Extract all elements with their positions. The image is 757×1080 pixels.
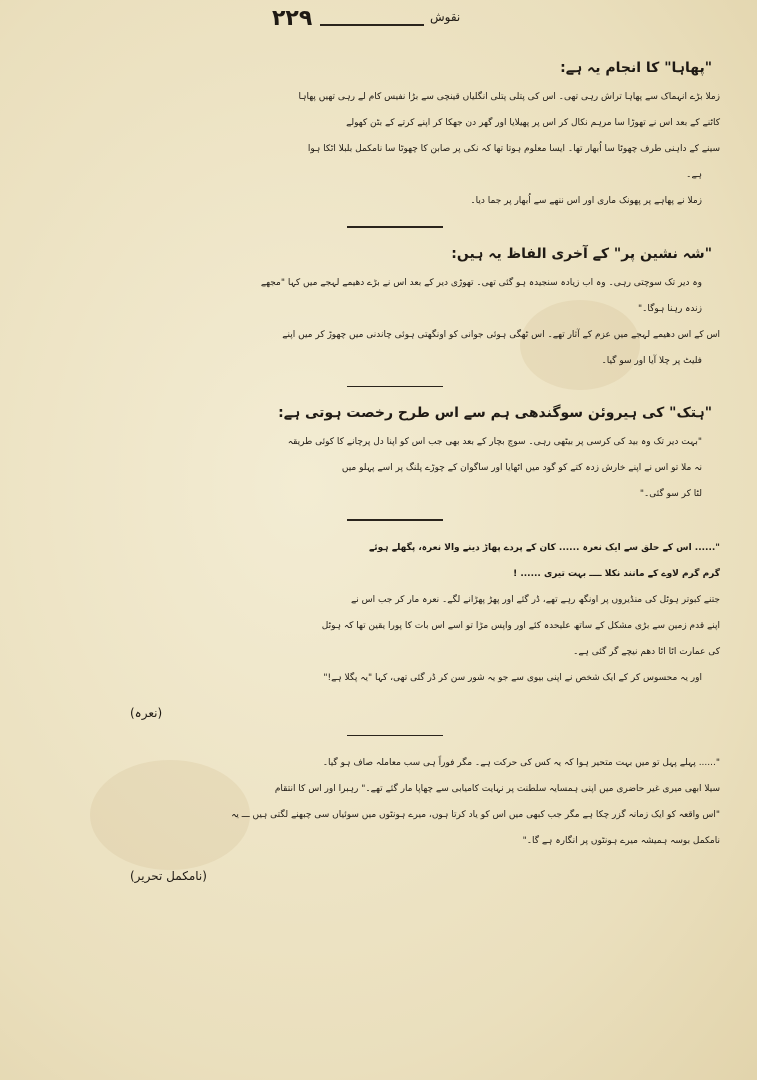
excerpt-hatak: [70, 401, 720, 507]
header-rule: [320, 24, 424, 26]
text-line: گرم گرم لاوے کے مانند نکلا ــــ بہت تیری ...... !: [513, 568, 720, 579]
text-line: "...... اس کے حلق سے ایک نعرہ ...... کان کے پردے پھاڑ دینے والا نعرہ، پگھلے ہوئے: [369, 542, 720, 553]
excerpt-shahnasheen: [70, 242, 720, 374]
text-line: زندہ رہنا ہوگا۔": [637, 303, 702, 314]
text-line: ہے۔: [686, 170, 702, 180]
text-line: اور یہ محسوس کر کے ایک شخص نے اپنی بیوی سے جو یہ شور سن کر ڈر گئی تھی، کہا "یہ پگلا ہے!": [323, 672, 702, 683]
source-note: (نامکمل تحریر): [130, 869, 207, 883]
section-divider: [347, 226, 443, 228]
text-line: جتنے کبوتر ہوٹل کی منڈیروں پر اونگھ رہے تھے، ڈر گئے اور پھڑ پھڑانے لگے۔ نعرہ مار کر جب اس نے: [350, 594, 720, 605]
excerpt-heading: "پھاہا" کا انجام یہ ہے:: [560, 60, 712, 76]
text-line: فلیٹ پر چلا آیا اور سو گیا۔: [601, 355, 702, 366]
text-line: اس کے اس دھیمے لہجے میں عزم کے آثار تھے۔ اس ٹھگی ہوئی جوانی کو اونگھتی ہوئی چاندنی میں چھوڑ کر میں اپنے: [282, 329, 720, 340]
text-line: "بہت دیر تک وہ بید کی کرسی پر بیٹھی رہی۔ سوچ بچار کے بعد بھی جب اس کو اپنا دل پرچانے کا کوئی طریقہ: [287, 437, 702, 447]
excerpt-heading: "ہتک" کی ہیروئن سوگندھی ہم سے اس طرح رخصت ہوتی ہے:: [278, 405, 712, 421]
section-divider: [347, 519, 443, 521]
text-line: اپنے قدم زمین سے بڑی مشکل کے ساتھ علیحدہ کئے اور واپس مڑا تو اسے اس بات کا پورا یقین تھا کہ ہوٹل: [321, 620, 720, 631]
text-line: وہ دیر تک سوچتی رہی۔ وہ اب زیادہ سنجیدہ ہو گئی تھی۔ تھوڑی دیر کے بعد اس نے بڑے دھیمے لہجے میں کہا "مجھے: [260, 277, 702, 288]
excerpt-phaha: [70, 56, 720, 214]
section-divider: [347, 735, 443, 737]
text-line: نامکمل بوسہ ہمیشہ میرے ہونٹوں پر انگارہ ہے گا۔": [522, 836, 720, 846]
excerpt-incomplete: [70, 750, 720, 886]
text-line: "...... پہلے پہل تو میں بہت متحیر ہوا کہ یہ کس کی حرکت ہے۔ مگر فوراً ہی سب معاملہ صاف ہو گیا۔: [322, 758, 720, 768]
page-number: ۲۲۹: [272, 6, 313, 31]
text-line: سیلا ابھی میری غیر حاضری میں اپنی ہمسایہ سلطنت پر نہایت کامیابی سے چھاپا مار گئے تھے۔" رہبرا اور اس کا انتقام: [274, 784, 720, 794]
section-divider: [347, 386, 443, 388]
text-line: سینے کے داہنی طرف چھوٹا سا اُبھار تھا۔ ایسا معلوم ہوتا تھا کہ نکی پر صابن کا چھوٹا سا نامکمل بلبلا اٹکا ہوا: [307, 144, 720, 154]
excerpt-heading: "شہ نشین پر" کے آخری الفاظ یہ ہیں:: [451, 245, 712, 262]
running-head: نقوش: [430, 10, 461, 24]
text-line: کاٹنے کے بعد اس نے تھوڑا سا مرہم نکال کر اس پر پھیلایا اور گھر دن جھکا کر اپنے کرتے کے بٹن کھولے: [346, 118, 720, 128]
text-line: نہ ملا تو اس نے اپنے خارش زدہ کتے کو گود میں اٹھایا اور ساگوان کے چوڑے پلنگ پر اسے پہلو میں: [341, 463, 702, 473]
text-line: زملا نے پھاہے پر پھونک ماری اور اس ننھے سے اُبھار پر جما دیا۔: [470, 196, 702, 206]
page-content: [70, 56, 720, 898]
source-note: (نعرہ): [130, 705, 163, 720]
page-header: [0, 6, 757, 46]
text-line: لٹا کر سو گئی۔": [639, 489, 702, 499]
text-line: زملا بڑے انہماک سے پھاہا تراش رہی تھی۔ اس کی پتلی پتلی انگلیاں قینچی سے بڑا نفیس کام لے رہی تھیں پھاہا: [298, 92, 720, 102]
text-line: "اس واقعہ کو ایک زمانہ گزر چکا ہے مگر جب کبھی میں اس کو یاد کرتا ہوں، میرے ہونٹوں میں سوئیاں سی چبھنے لگتی ہیں ـــ یہ: [231, 810, 720, 820]
excerpt-naara: [70, 535, 720, 723]
text-line: کی عمارت اٹا اٹا دھم نیچے گر گئی ہے۔: [573, 646, 720, 657]
